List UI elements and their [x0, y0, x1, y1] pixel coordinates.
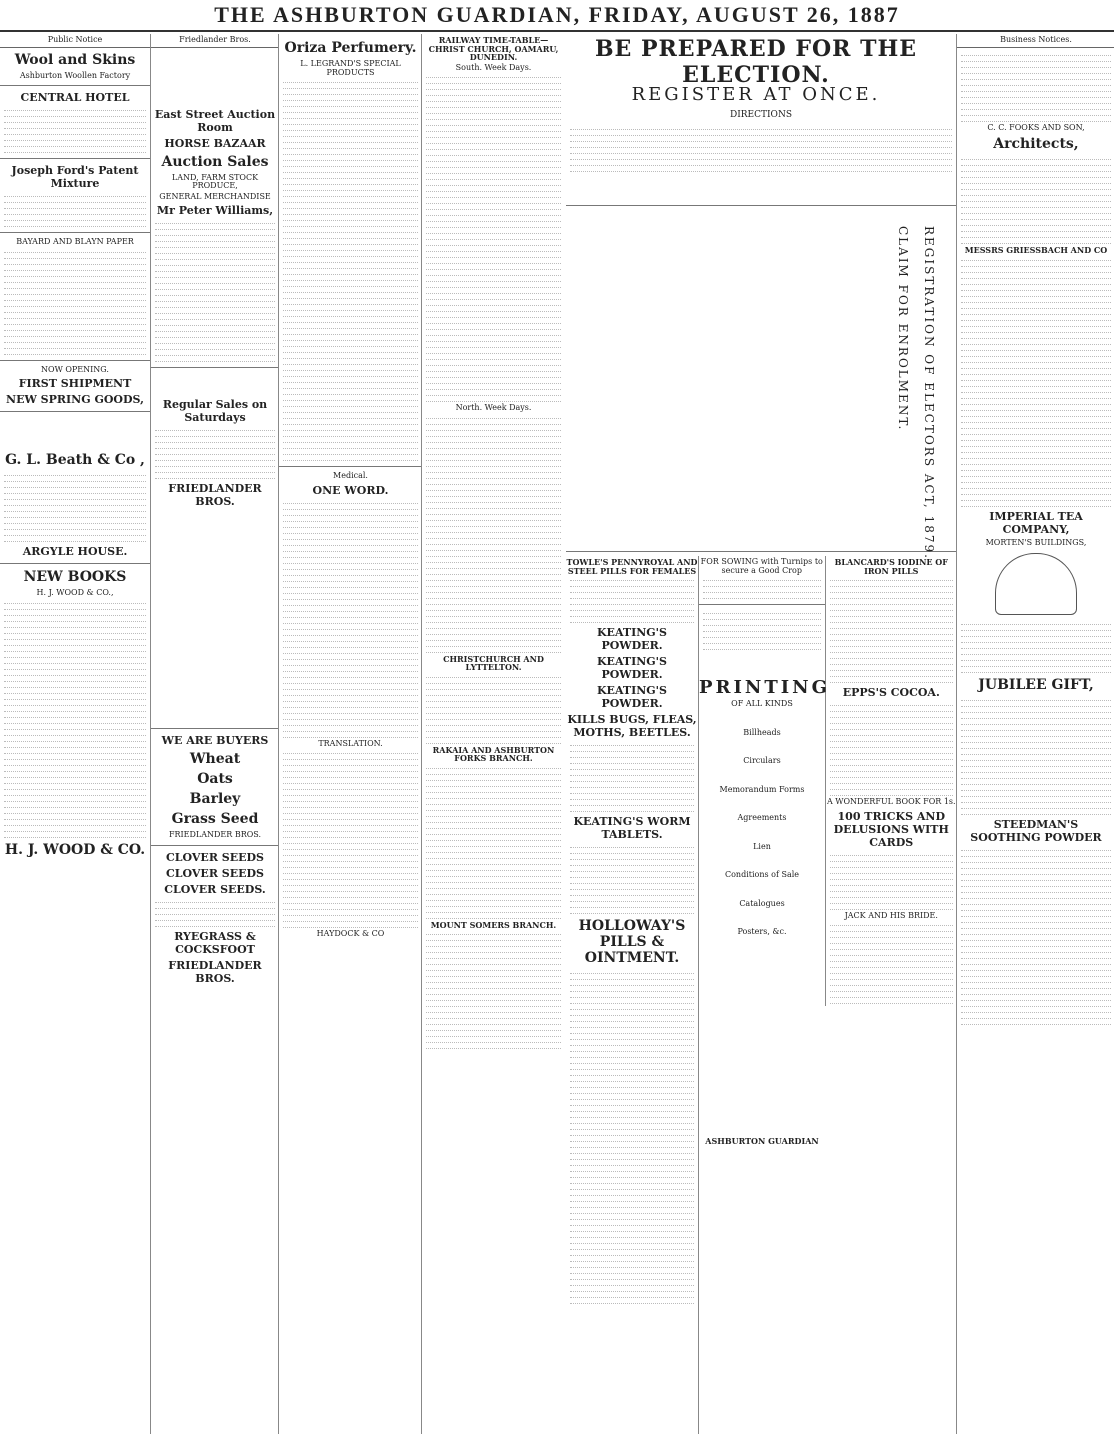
- crown-crest-icon: [995, 553, 1077, 615]
- form-title: REGISTRATION OF ELECTORS ACT, 1879.: [922, 226, 936, 560]
- ad-buyers-item: Oats: [197, 771, 233, 787]
- ad-printing-item: Memorandum Forms: [719, 784, 805, 794]
- ad-railway-south: South. Week Days.: [455, 62, 532, 72]
- ad-printing-sub: OF ALL KINDS: [731, 699, 793, 708]
- column-header: Business Notices.: [957, 34, 1114, 48]
- enrolment-form: [566, 205, 956, 560]
- ad-haydock: HAYDOCK & CO: [316, 929, 385, 938]
- text-block: [0, 472, 150, 542]
- ad-spring-sub2: NEW SPRING GOODS,: [6, 393, 144, 406]
- column-pills: [566, 556, 698, 1434]
- ad-saturdays-sub: FRIEDLANDER BROS.: [168, 482, 262, 508]
- ad-printing-item: Billheads: [743, 727, 781, 737]
- ad-keating-title: KEATING'S POWDER.: [597, 626, 667, 652]
- ad-wool-sub: Ashburton Woollen Factory: [19, 70, 131, 80]
- ad-book-title: A WONDERFUL BOOK FOR 1s.: [826, 797, 956, 806]
- ad-hotel-title: CENTRAL HOTEL: [20, 91, 130, 104]
- column-printing: [698, 556, 957, 1434]
- ad-oriza-sub: L. LEGRAND'S SPECIAL PRODUCTS: [300, 59, 401, 77]
- ad-auction-sales-sub: LAND, FARM STOCK PRODUCE,: [171, 172, 259, 190]
- ad-buyers-item: Barley: [189, 791, 241, 807]
- ad-printing-item: Lien: [753, 841, 771, 851]
- timetable: [422, 415, 565, 653]
- ad-tea-sub: MORTEN'S BUILDINGS,: [985, 537, 1087, 547]
- ad-translation: TRANSLATION.: [318, 738, 383, 748]
- ad-printing-item: Circulars: [743, 756, 781, 765]
- ad-printing-item: Catalogues: [739, 898, 785, 908]
- ad-architects: Architects,: [993, 136, 1079, 152]
- ad-oneword-title: ONE WORD.: [312, 483, 389, 497]
- text-block: [826, 852, 957, 910]
- column-public-notice: [0, 34, 150, 1434]
- ad-auction-sales-sub2: GENERAL MERCHANDISE: [159, 191, 271, 201]
- ad-wool-title: Wool and Skins: [14, 51, 136, 68]
- directions-title: DIRECTIONS: [730, 110, 792, 120]
- timetable: [422, 765, 565, 919]
- column-header: Friedlander Bros.: [151, 34, 279, 48]
- ad-rakaia-title: RAKAIA AND ASHBURTON FORKS BRANCH.: [432, 744, 555, 763]
- ad-clover-item: CLOVER SEEDS: [166, 850, 264, 864]
- text-block: [566, 970, 698, 1304]
- ad-epps-title: EPPS'S COCOA.: [842, 686, 940, 699]
- ad-wood-title: H. J. WOOD & CO.: [4, 841, 146, 858]
- directions-text: [566, 124, 956, 174]
- text-block: [957, 621, 1114, 673]
- ad-lyttelton-title: CHRISTCHURCH AND LYTTELTON.: [443, 653, 544, 672]
- ad-holloway-title: HOLLOWAY'S PILLS & OINTMENT.: [578, 918, 686, 966]
- text-block: [566, 844, 698, 914]
- text-block: [699, 577, 825, 599]
- ad-buyers-item: Wheat: [189, 751, 241, 767]
- ad-printing-item: Posters, &c.: [737, 927, 787, 936]
- ad-beath-sub: ARGYLE HOUSE.: [22, 545, 128, 558]
- masthead: [0, 0, 1114, 32]
- text-block: [957, 52, 1114, 122]
- text-block: [151, 220, 279, 362]
- ad-ryegrass: RYEGRASS & COCKSFOOT: [174, 929, 256, 956]
- ad-mixture-title: Joseph Ford's Patent Mixture: [11, 164, 139, 190]
- text-block: [566, 577, 698, 623]
- text-block: [826, 702, 957, 796]
- ad-towle-title: TOWLE'S PENNYROYAL AND STEEL PILLS FOR FEMALES: [566, 557, 698, 576]
- text-block: [151, 899, 279, 927]
- text-block: [957, 697, 1114, 815]
- column-perfumery: [278, 34, 422, 1434]
- ad-spring-title: NOW OPENING.: [41, 364, 109, 374]
- text-block: [0, 193, 150, 227]
- ad-buyers-sub: FRIEDLANDER BROS.: [168, 830, 262, 839]
- ad-oriza-title: Oriza Perfumery.: [284, 40, 417, 56]
- text-block: [0, 107, 150, 153]
- ad-tricks-title: 100 TRICKS AND DELUSIONS WITH CARDS: [833, 809, 949, 849]
- ad-printing-item: Agreements: [737, 813, 787, 822]
- column-business: [956, 34, 1114, 1434]
- text-block: [0, 249, 150, 355]
- ad-saturdays-title: Regular Sales on Saturdays: [162, 398, 268, 424]
- ad-mount-somers-title: MOUNT SOMERS BRANCH.: [430, 919, 557, 930]
- column-friedlander: [150, 34, 279, 1434]
- text-block: [279, 500, 422, 738]
- ad-jubilee-title: JUBILEE GIFT,: [978, 677, 1094, 693]
- ad-auction-name: Mr Peter Williams,: [156, 204, 274, 217]
- register-title: REGISTER AT ONCE.: [631, 84, 881, 105]
- timetable: [422, 931, 565, 1049]
- ad-railway-title: RAILWAY TIME-TABLE—CHRIST CHURCH, OAMARU, DUNEDIN.: [428, 35, 559, 62]
- ad-clover-sub: FRIEDLANDER BROS.: [168, 958, 262, 985]
- ad-printing-foot: ASHBURTON GUARDIAN: [705, 1135, 819, 1146]
- text-block: [566, 742, 698, 812]
- ad-auction-room-sub: HORSE BAZAAR: [164, 136, 266, 150]
- ad-clover-item: CLOVER SEEDS: [166, 866, 264, 880]
- ad-auction-room-title: East Street Auction Room: [154, 107, 276, 134]
- text-block: [151, 427, 279, 479]
- ad-spring-sub: FIRST SHIPMENT: [18, 377, 132, 390]
- form-sub: CLAIM FOR ENROLMENT.: [896, 226, 910, 432]
- ad-printing-title: PRINTING: [699, 677, 831, 698]
- ad-jack-title: JACK AND HIS BRIDE.: [844, 910, 938, 920]
- ad-printing-item: Conditions of Sale: [724, 870, 800, 879]
- text-block: [957, 156, 1114, 244]
- ad-steedman-title: STEEDMAN'S SOOTHING POWDER: [970, 818, 1102, 844]
- text-block: [957, 847, 1114, 1025]
- column-railway: [421, 34, 565, 1434]
- text-block: [699, 610, 825, 650]
- ad-worm-title: KEATING'S WORM TABLETS.: [573, 815, 691, 841]
- ad-buyers-title: WE ARE BUYERS: [161, 734, 269, 747]
- text-block: [279, 750, 422, 928]
- ad-tea-title: IMPERIAL TEA COMPANY,: [989, 509, 1083, 536]
- ad-beath-title: G. L. Beath & Co ,: [5, 452, 145, 468]
- election-title: BE PREPARED FOR THE ELECTION.: [594, 36, 918, 88]
- ad-griessbach-title: MESSRS GRIESSBACH AND CO: [964, 245, 1108, 255]
- text-block: [826, 577, 957, 683]
- ad-books-sub: H. J. WOOD & CO.,: [36, 588, 114, 597]
- ad-keating-title: KEATING'S POWDER.: [597, 655, 667, 681]
- column-header: Public Notice: [0, 34, 150, 48]
- ad-clover-item: CLOVER SEEDS.: [164, 882, 266, 896]
- ad-auction-sales-title: Auction Sales: [161, 153, 269, 170]
- ad-blancard-title: BLANCARD'S IODINE OF IRON PILLS: [834, 557, 948, 576]
- timetable: [422, 74, 565, 402]
- ad-keating-kills: KILLS BUGS, FLEAS, MOTHS, BEETLES.: [567, 713, 697, 739]
- text-block: [0, 600, 150, 838]
- ad-paper-title: BAYARD AND BLAYN PAPER: [16, 237, 134, 246]
- masthead-title: THE ASHBURTON GUARDIAN, FRIDAY, AUGUST 26, 1887: [214, 2, 900, 27]
- ad-books-title: NEW BOOKS: [23, 569, 127, 585]
- ad-buyers-item: Grass Seed: [171, 811, 259, 827]
- ad-medical-header: Medical.: [333, 471, 368, 480]
- text-block: [279, 79, 422, 461]
- text-block: [422, 674, 565, 744]
- ad-fooks-title: C. C. FOOKS AND SON,: [987, 122, 1085, 132]
- ad-sowing-title: FOR SOWING with Turnips to secure a Good Crop: [700, 557, 823, 575]
- text-block: [826, 922, 957, 1004]
- ad-railway-north: North. Week Days.: [455, 403, 532, 412]
- ad-keating-title: KEATING'S POWDER.: [597, 684, 667, 710]
- text-block: [957, 257, 1114, 507]
